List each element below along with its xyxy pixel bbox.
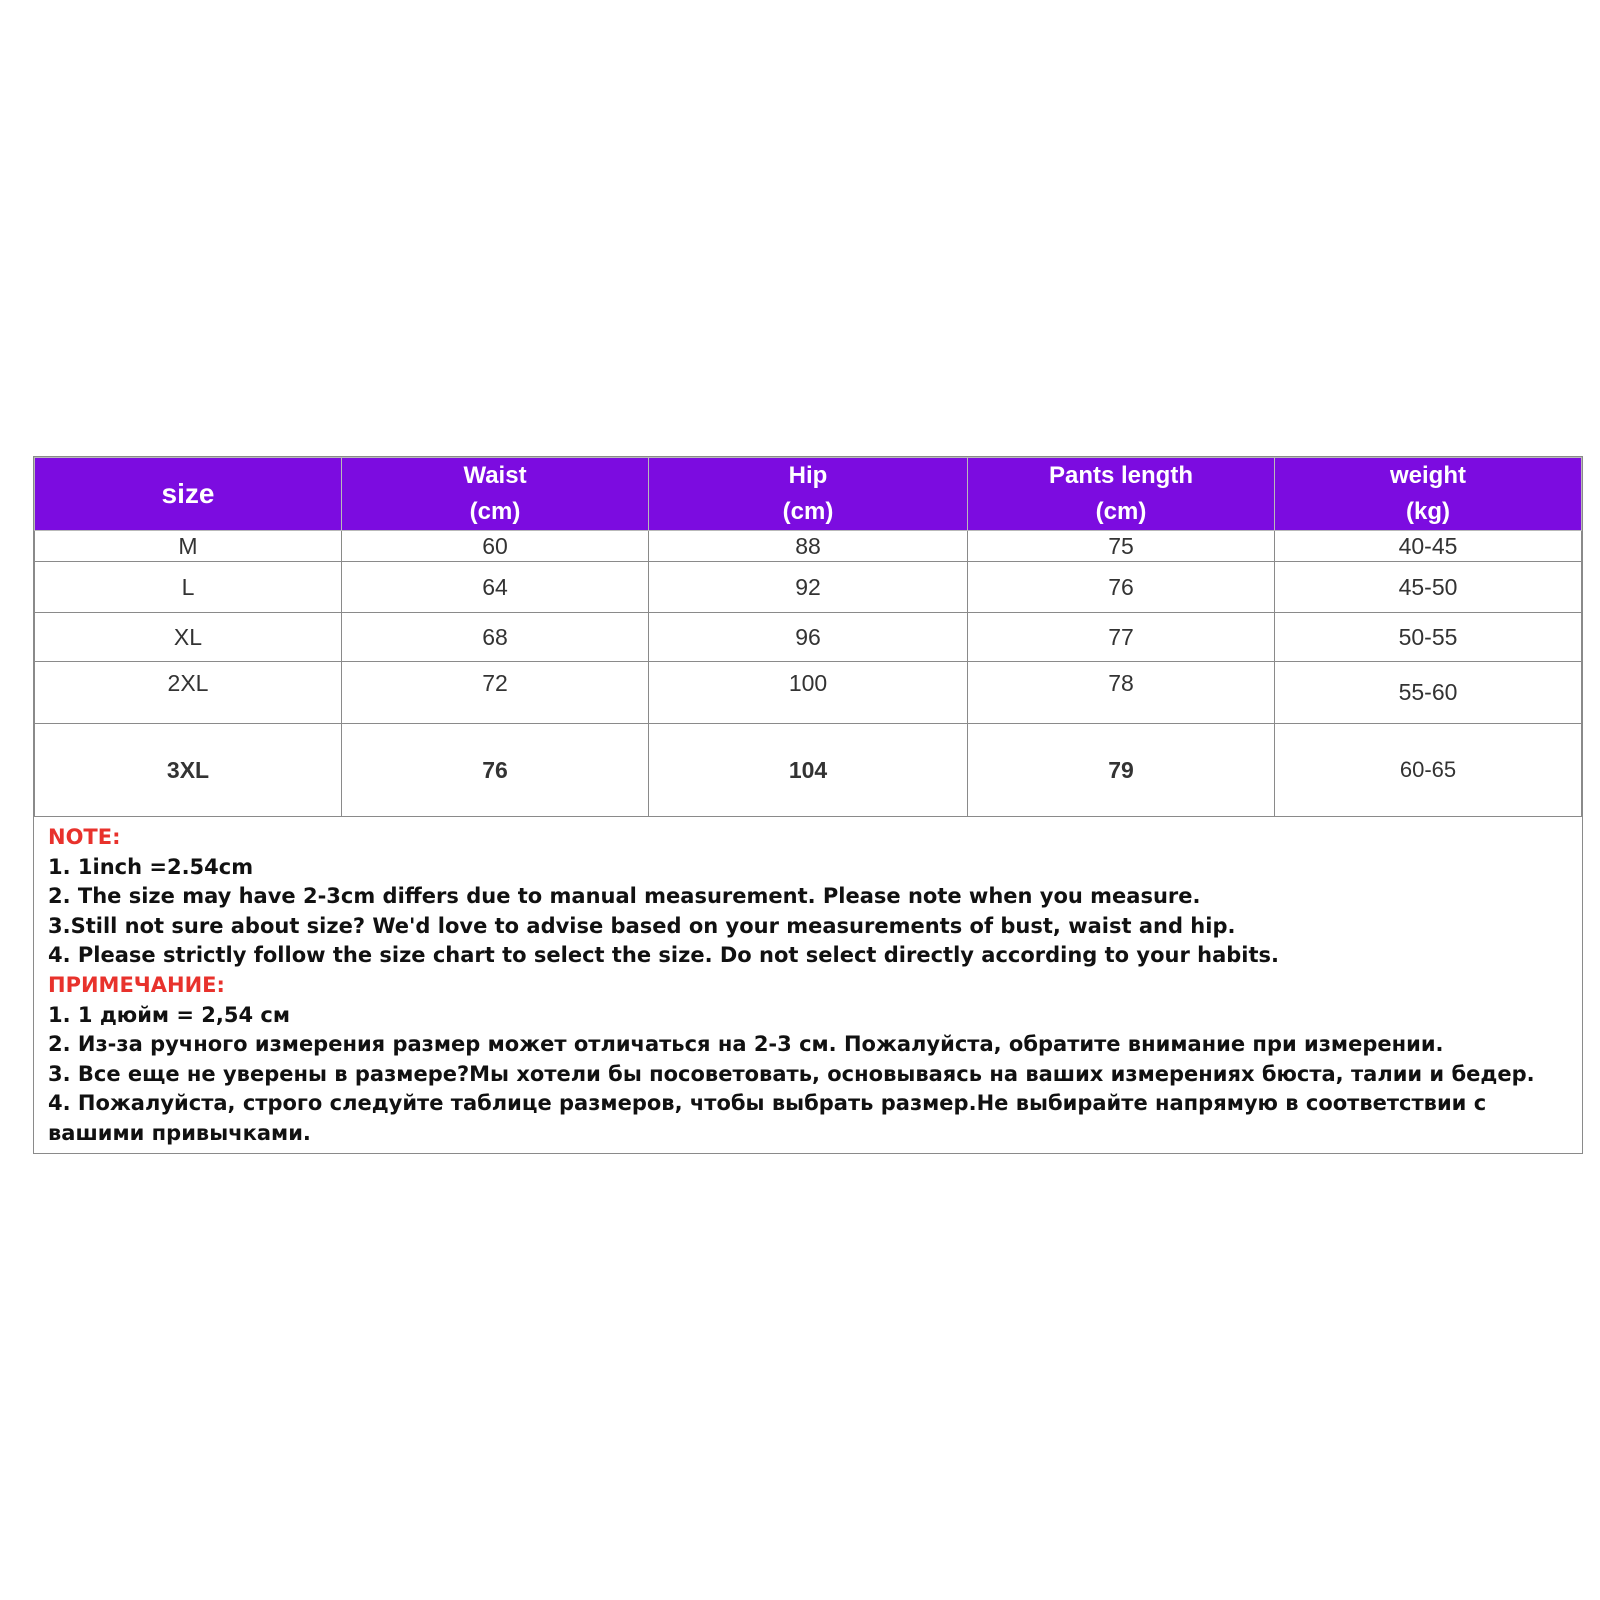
cell-waist: 60 [342,531,649,562]
header-label: Waist [463,462,527,489]
table-row [35,531,1582,562]
note-item: 1. 1 дюйм = 2,54 см [48,1002,291,1027]
header-label: weight [1390,462,1466,489]
header-unit: (cm) [469,498,521,525]
cell-pants-length: 77 [968,613,1275,662]
cell-waist: 72 [342,662,649,724]
size-table [34,457,1582,817]
table-row [35,562,1582,613]
table-row [35,613,1582,662]
cell-waist: 76 [342,724,649,817]
header-unit: (cm) [782,498,834,525]
cell-size: L [35,562,342,613]
notes-section [34,817,1582,1153]
cell-weight: 45-50 [1275,562,1582,613]
note-title-ru: ПРИМЕЧАНИЕ: [48,972,225,997]
cell-waist: 68 [342,613,649,662]
table-row [35,662,1582,724]
cell-waist: 64 [342,562,649,613]
header-weight [1275,458,1582,531]
note-title-en: NOTE: [48,825,121,849]
cell-weight: 55-60 [1275,662,1582,724]
cell-size: 3XL [35,724,342,817]
note-item: 4. Please strictly follow the size chart to select the size. Do not select directly according to your habits. [48,943,1280,968]
table-row [35,724,1582,817]
note-item: 3.Still not sure about size? We'd love to advise based on your measurements of bust, waist and hip. [48,913,1236,938]
header-label: Hip [788,462,828,489]
table-header-row [35,458,1582,531]
cell-weight: 40-45 [1275,531,1582,562]
cell-size: 2XL [35,662,342,724]
cell-weight: 50-55 [1275,613,1582,662]
cell-pants-length: 79 [968,724,1275,817]
cell-hip: 92 [649,562,968,613]
header-hip [649,458,968,531]
note-item: 1. 1inch =2.54cm [48,854,254,879]
note-item: 3. Все еще не уверены в размере?Мы хотели бы посоветовать, основываясь на ваших измерениях бюста, талии и бедер. [48,1061,1535,1086]
cell-hip: 100 [649,662,968,724]
cell-hip: 88 [649,531,968,562]
header-unit: (kg) [1406,498,1450,525]
header-unit: (cm) [1095,498,1147,525]
note-item: 2. The size may have 2-3cm differs due to manual measurement. Please note when you measure. [48,884,1201,909]
size-chart [33,456,1583,1154]
header-pants-length [968,458,1275,531]
note-item: 4. Пожалуйста, строго следуйте таблице размеров, чтобы выбрать размер.Не выбирайте напрямую в соответствии с вашими привычками. [48,1091,1487,1145]
header-label: size [161,478,215,509]
cell-hip: 104 [649,724,968,817]
header-label: Pants length [1048,462,1193,489]
cell-weight: 60-65 [1275,724,1582,817]
cell-pants-length: 75 [968,531,1275,562]
header-waist [342,458,649,531]
cell-pants-length: 76 [968,562,1275,613]
cell-pants-length: 78 [968,662,1275,724]
note-item: 2. Из-за ручного измерения размер может отличаться на 2-3 см. Пожалуйста, обратите внимание при измерении. [48,1032,1444,1057]
cell-size: M [35,531,342,562]
cell-hip: 96 [649,613,968,662]
cell-size: XL [35,613,342,662]
header-size [35,458,342,531]
